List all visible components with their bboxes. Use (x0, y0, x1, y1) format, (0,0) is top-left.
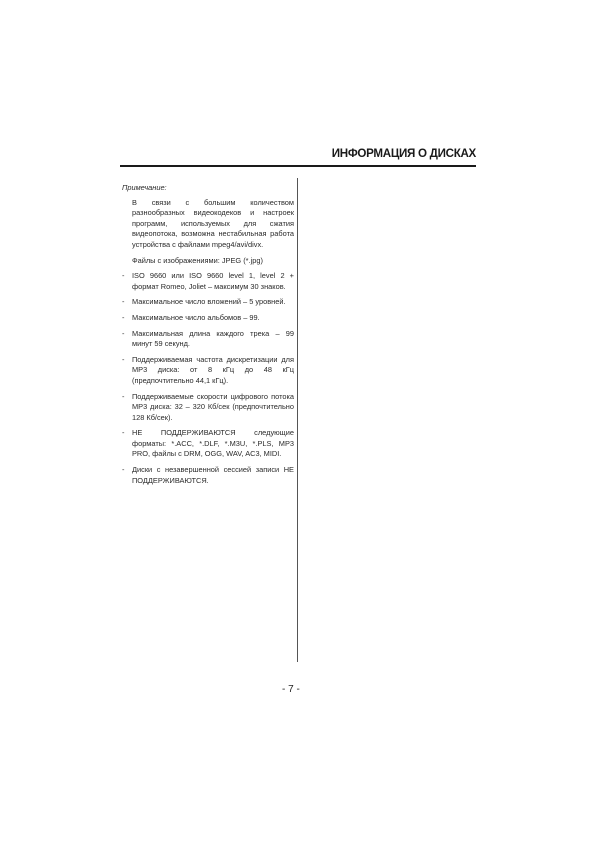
bullet-dash: - (122, 391, 125, 401)
bullet-dash: - (122, 271, 125, 281)
bullet-dash: - (122, 428, 125, 438)
list-item-text: Максимальная длина каждого трека – 99 минут 59 секунд. (132, 328, 294, 349)
column-divider (297, 178, 298, 662)
list-item-text: Максимальное число вложений – 5 уровней. (132, 297, 286, 307)
list-item (122, 392, 294, 424)
feature-list (122, 271, 294, 486)
bullet-dash: - (122, 328, 125, 338)
bullet-dash: - (122, 297, 125, 307)
list-item (122, 297, 294, 308)
list-item (122, 428, 294, 460)
page-number: - 7 - (282, 684, 300, 695)
note-paragraph-images: Файлы с изображениями: JPEG (*.jpg) (132, 255, 263, 265)
list-item-text: Поддерживаемые скорости цифрового потока MP3 диска: 32 – 320 Кб/сек (предпочтительно 128 Кб/сек). (132, 391, 294, 422)
list-item-text: Диски с незавершенной сессией записи НЕ ПОДДЕРЖИВАЮТСЯ. (132, 465, 294, 485)
list-item (122, 355, 294, 387)
list-item (122, 313, 294, 324)
list-item (122, 465, 294, 486)
heading-rule (120, 165, 476, 167)
list-item-text: Поддерживаемая частота дискретизации для MP3 диска: от 8 кГц до 48 кГц (предпочтительно 44,1 кГц). (132, 354, 294, 385)
content-column (122, 183, 294, 491)
list-item (122, 271, 294, 292)
list-item-text: ISO 9660 или ISO 9660 level 1, level 2 + формат Romeo, Joliet – максимум 30 знаков. (132, 271, 294, 291)
note-body (122, 198, 294, 267)
bullet-dash: - (122, 465, 125, 475)
page-title: ИНФОРМАЦИЯ О ДИСКАХ (331, 147, 476, 160)
list-item-text: Максимальное число альбомов – 99. (132, 312, 260, 322)
bullet-dash: - (122, 312, 125, 322)
list-item-text: НЕ ПОДДЕРЖИВАЮТСЯ следующие форматы: *.ACC, *.DLF, *.M3U, *.PLS, MP3 PRO, файлы с DRM, OGG, WAV, AC3, MIDI. (132, 428, 294, 459)
bullet-dash: - (122, 354, 125, 364)
list-item (122, 329, 294, 350)
note-label: Примечание: (122, 183, 167, 192)
note-paragraph-codecs: В связи с большим количеством разнообразных видеокодеков и настроек программ, используемых для сжатия видеопотока, возможна нестабильная работа устройства с файлами mpeg4/avi/divx. (132, 197, 294, 249)
